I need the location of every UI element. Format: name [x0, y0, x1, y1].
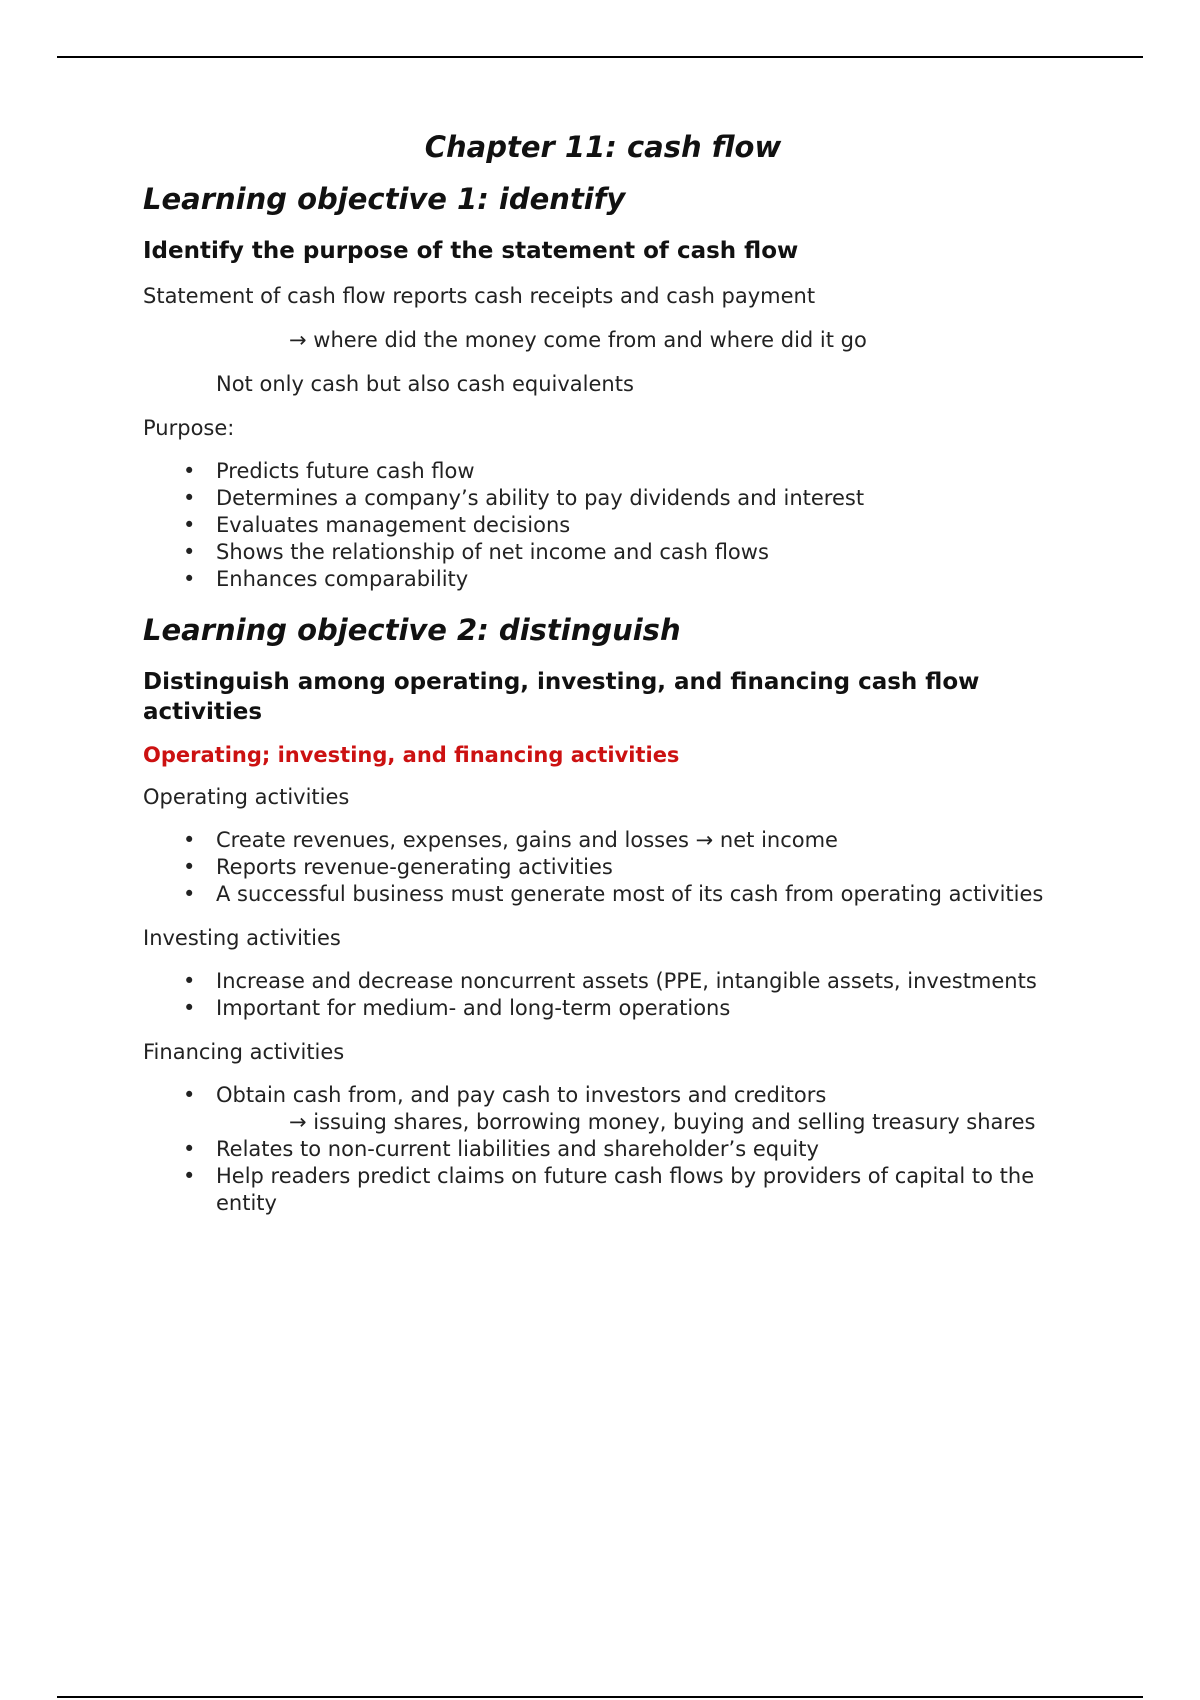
- financing-list: [143, 1082, 1063, 1217]
- bullet-icon: •: [183, 969, 196, 993]
- objective-1-title: Learning objective 1: identify: [143, 182, 626, 216]
- list-item: • Shows the relationship of net income and cash flows: [183, 540, 769, 564]
- objective-1-subheading: Identify the purpose of the statement of cash flow: [143, 238, 799, 264]
- purpose-list: [143, 458, 1063, 593]
- document-page: [143, 130, 1063, 1233]
- bullet-icon: •: [183, 855, 196, 879]
- list-item: • Important for medium- and long-term operations: [183, 996, 731, 1020]
- bullet-icon: •: [183, 486, 196, 510]
- operating-label: Operating activities: [143, 785, 350, 809]
- top-rule: [57, 56, 1143, 58]
- list-item: • Help readers predict claims on future cash flows by providers of capital to the entity: [183, 1164, 1035, 1215]
- purpose-label: Purpose:: [143, 416, 235, 440]
- objective-2-title: Learning objective 2: distinguish: [143, 613, 681, 647]
- investing-list: [143, 968, 1063, 1022]
- list-item: • Enhances comparability: [183, 567, 469, 591]
- arrow-note: → where did the money come from and where did it go: [289, 328, 867, 352]
- list-item: • Determines a company’s ability to pay dividends and interest: [183, 486, 865, 510]
- bullet-icon: •: [183, 828, 196, 852]
- operating-list: [143, 827, 1063, 908]
- list-item: • Obtain cash from, and pay cash to investors and creditors → issuing shares, borrowing money, buying and selling treasury shares: [143, 1082, 1063, 1136]
- investing-label: Investing activities: [143, 926, 341, 950]
- objective-2-subheading: Distinguish among operating, investing, and financing cash flow activities: [143, 669, 980, 725]
- list-item: • Create revenues, expenses, gains and losses → net income: [183, 828, 838, 852]
- chapter-title: Chapter 11: cash flow: [424, 130, 782, 164]
- list-item: • A successful business must generate most of its cash from operating activities: [183, 882, 1044, 906]
- bullet-icon: •: [183, 567, 196, 591]
- list-item: • Predicts future cash flow: [183, 459, 475, 483]
- list-item: • Increase and decrease noncurrent assets (PPE, intangible assets, investments: [183, 969, 1037, 993]
- cash-equivalents-note: Not only cash but also cash equivalents: [216, 372, 634, 396]
- bullet-icon: •: [183, 1083, 196, 1107]
- bullet-icon: •: [183, 459, 196, 483]
- financing-label: Financing activities: [143, 1040, 345, 1064]
- bullet-icon: •: [183, 540, 196, 564]
- intro-text: Statement of cash flow reports cash receipts and cash payment: [143, 284, 816, 308]
- bullet-icon: •: [183, 1137, 196, 1161]
- financing-sub-note: → issuing shares, borrowing money, buying and selling treasury shares: [289, 1110, 1036, 1134]
- bottom-rule: [57, 1696, 1143, 1698]
- list-item: • Evaluates management decisions: [183, 513, 571, 537]
- activities-heading: Operating; investing, and financing activities: [143, 743, 680, 767]
- bullet-icon: •: [183, 1164, 196, 1188]
- bullet-icon: •: [183, 513, 196, 537]
- bullet-icon: •: [183, 996, 196, 1020]
- list-item: • Reports revenue-generating activities: [183, 855, 613, 879]
- bullet-icon: •: [183, 882, 196, 906]
- list-item: • Relates to non-current liabilities and shareholder’s equity: [183, 1137, 819, 1161]
